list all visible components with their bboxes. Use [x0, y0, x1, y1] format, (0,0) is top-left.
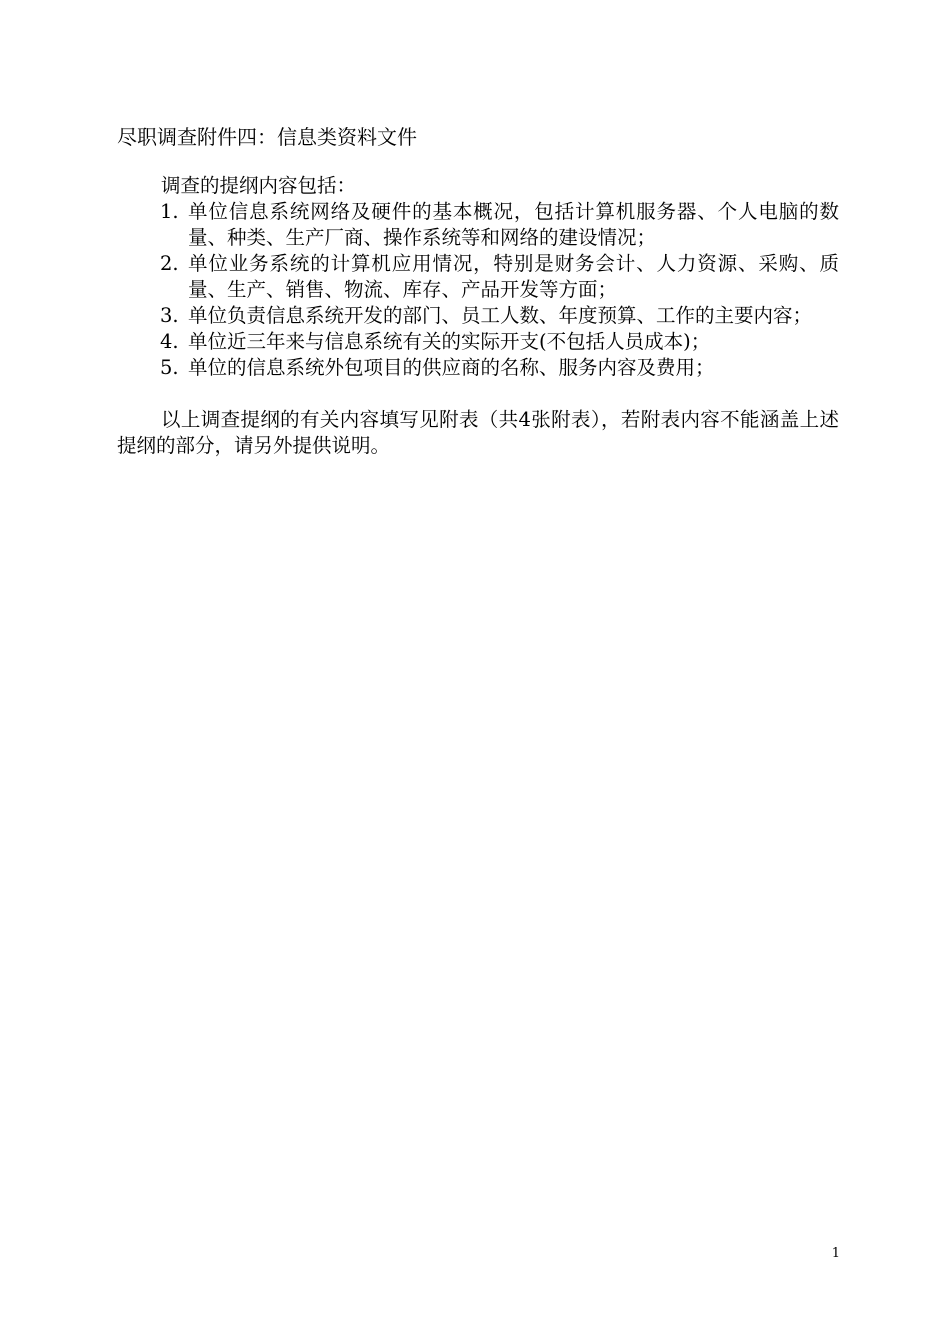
- list-item-number: 3.: [160, 304, 179, 327]
- list-item-number: 2.: [160, 252, 179, 275]
- list-item-text: 单位负责信息系统开发的部门、员工人数、年度预算、工作的主要内容；: [188, 304, 813, 327]
- list-item: [160, 355, 839, 381]
- list-item-text: 单位业务系统的计算机应用情况，特别是财务会计、人力资源、采购、质量、生产、销售、物流、库存、产品开发等方面；: [188, 252, 839, 301]
- list-item-number: 1.: [160, 200, 179, 223]
- list-item-number: 4.: [160, 330, 179, 353]
- list-item-number: 5.: [160, 356, 179, 379]
- list-item: [160, 329, 839, 355]
- list-item-text: 单位的信息系统外包项目的供应商的名称、服务内容及费用；: [188, 356, 715, 379]
- list-item: [160, 199, 839, 251]
- list-item: [160, 303, 839, 329]
- list-item-text: 单位近三年来与信息系统有关的实际开支(不包括人员成本)；: [188, 330, 711, 353]
- closing-paragraph: 以上调查提纲的有关内容填写见附表（共4张附表），若附表内容不能涵盖上述提纲的部分，请另外提供说明。: [117, 408, 839, 457]
- intro-paragraph: 调查的提纲内容包括：: [161, 174, 357, 197]
- document-title: 尽职调查附件四：信息类资料文件: [117, 125, 417, 149]
- document-body: [117, 173, 839, 459]
- list-item: [160, 251, 839, 303]
- page-number: 1: [831, 1246, 840, 1261]
- outline-list: [117, 199, 839, 381]
- list-item-text: 单位信息系统网络及硬件的基本概况，包括计算机服务器、个人电脑的数量、种类、生产厂商、操作系统等和网络的建设情况；: [188, 200, 839, 249]
